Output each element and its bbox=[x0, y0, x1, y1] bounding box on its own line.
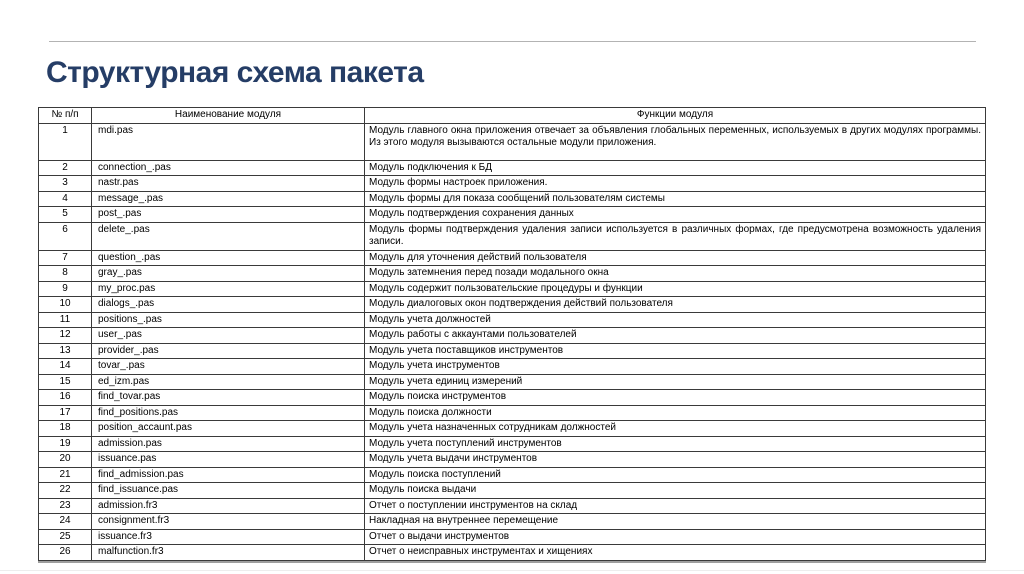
module-function: Модуль работы с аккаунтами пользователей bbox=[365, 328, 986, 344]
module-name: find_admission.pas bbox=[92, 467, 365, 483]
bottom-divider bbox=[0, 570, 1024, 571]
module-name: gray_.pas bbox=[92, 266, 365, 282]
top-divider bbox=[49, 41, 976, 42]
row-number: 16 bbox=[39, 390, 92, 406]
module-function: Модуль формы для показа сообщений пользователям системы bbox=[365, 191, 986, 207]
module-function: Модуль формы подтверждения удаления записи используется в различных формах, где предусмотрена возможность удаления записи. bbox=[365, 222, 986, 250]
table-row bbox=[39, 359, 986, 375]
table-row bbox=[39, 222, 986, 250]
module-name: post_.pas bbox=[92, 207, 365, 223]
row-number: 20 bbox=[39, 452, 92, 468]
table-row bbox=[39, 498, 986, 514]
table-row bbox=[39, 436, 986, 452]
table-row bbox=[39, 191, 986, 207]
table-row bbox=[39, 483, 986, 499]
column-header-function: Функции модуля bbox=[365, 108, 986, 124]
row-number: 3 bbox=[39, 176, 92, 192]
table-row bbox=[39, 123, 986, 160]
module-name: issuance.pas bbox=[92, 452, 365, 468]
module-name: connection_.pas bbox=[92, 160, 365, 176]
row-number: 10 bbox=[39, 297, 92, 313]
table-row bbox=[39, 421, 986, 437]
row-number: 4 bbox=[39, 191, 92, 207]
row-number: 12 bbox=[39, 328, 92, 344]
module-function: Накладная на внутреннее перемещение bbox=[365, 514, 986, 530]
table-row bbox=[39, 297, 986, 313]
module-name: question_.pas bbox=[92, 250, 365, 266]
module-name: find_tovar.pas bbox=[92, 390, 365, 406]
module-function: Модуль учета выдачи инструментов bbox=[365, 452, 986, 468]
row-number: 24 bbox=[39, 514, 92, 530]
module-name: tovar_.pas bbox=[92, 359, 365, 375]
row-number: 15 bbox=[39, 374, 92, 390]
module-function: Модуль поиска должности bbox=[365, 405, 986, 421]
module-table-body bbox=[39, 123, 986, 560]
table-row bbox=[39, 467, 986, 483]
module-name: positions_.pas bbox=[92, 312, 365, 328]
module-function: Отчет о поступлении инструментов на склад bbox=[365, 498, 986, 514]
module-function: Модуль содержит пользовательские процедуры и функции bbox=[365, 281, 986, 297]
table-row bbox=[39, 328, 986, 344]
module-table bbox=[38, 107, 986, 561]
row-number: 13 bbox=[39, 343, 92, 359]
module-function: Модуль учета поступлений инструментов bbox=[365, 436, 986, 452]
module-name: nastr.pas bbox=[92, 176, 365, 192]
module-function: Модуль учета инструментов bbox=[365, 359, 986, 375]
table-row bbox=[39, 281, 986, 297]
module-name: message_.pas bbox=[92, 191, 365, 207]
module-name: admission.pas bbox=[92, 436, 365, 452]
module-name: find_positions.pas bbox=[92, 405, 365, 421]
table-row bbox=[39, 207, 986, 223]
module-name: malfunction.fr3 bbox=[92, 545, 365, 561]
module-function: Модуль для уточнения действий пользователя bbox=[365, 250, 986, 266]
row-number: 18 bbox=[39, 421, 92, 437]
row-number: 11 bbox=[39, 312, 92, 328]
row-number: 23 bbox=[39, 498, 92, 514]
module-function: Модуль поиска поступлений bbox=[365, 467, 986, 483]
module-name: my_proc.pas bbox=[92, 281, 365, 297]
row-number: 19 bbox=[39, 436, 92, 452]
table-row bbox=[39, 176, 986, 192]
module-name: user_.pas bbox=[92, 328, 365, 344]
module-name: consignment.fr3 bbox=[92, 514, 365, 530]
module-function: Модуль учета должностей bbox=[365, 312, 986, 328]
row-number: 8 bbox=[39, 266, 92, 282]
table-row bbox=[39, 250, 986, 266]
module-function: Модуль поиска выдачи bbox=[365, 483, 986, 499]
table-row bbox=[39, 529, 986, 545]
row-number: 9 bbox=[39, 281, 92, 297]
module-name: ed_izm.pas bbox=[92, 374, 365, 390]
module-function: Модуль главного окна приложения отвечает за объявления глобальных переменных, используемых в других модулях программы. Из этого модуля вызываются остальные модули приложения. bbox=[365, 123, 986, 160]
module-function: Отчет о выдачи инструментов bbox=[365, 529, 986, 545]
row-number: 6 bbox=[39, 222, 92, 250]
module-function: Модуль учета единиц измерений bbox=[365, 374, 986, 390]
table-row bbox=[39, 452, 986, 468]
table-row bbox=[39, 160, 986, 176]
module-name: find_issuance.pas bbox=[92, 483, 365, 499]
column-header-name: Наименование модуля bbox=[92, 108, 365, 124]
module-name: dialogs_.pas bbox=[92, 297, 365, 313]
module-function: Модуль затемнения перед позади модального окна bbox=[365, 266, 986, 282]
table-row bbox=[39, 390, 986, 406]
header-row bbox=[39, 108, 986, 124]
row-number: 26 bbox=[39, 545, 92, 561]
table-row bbox=[39, 405, 986, 421]
table-row bbox=[39, 266, 986, 282]
module-function: Модуль формы настроек приложения. bbox=[365, 176, 986, 192]
module-table-header bbox=[39, 108, 986, 124]
row-number: 7 bbox=[39, 250, 92, 266]
module-function: Модуль подтверждения сохранения данных bbox=[365, 207, 986, 223]
table-row bbox=[39, 545, 986, 561]
row-number: 1 bbox=[39, 123, 92, 160]
table-row bbox=[39, 374, 986, 390]
module-function: Модуль подключения к БД bbox=[365, 160, 986, 176]
row-number: 2 bbox=[39, 160, 92, 176]
module-name: position_accaunt.pas bbox=[92, 421, 365, 437]
table-row bbox=[39, 343, 986, 359]
module-function: Модуль поиска инструментов bbox=[365, 390, 986, 406]
row-number: 14 bbox=[39, 359, 92, 375]
row-number: 25 bbox=[39, 529, 92, 545]
module-function: Модуль диалоговых окон подтверждения действий пользователя bbox=[365, 297, 986, 313]
row-number: 21 bbox=[39, 467, 92, 483]
module-name: admission.fr3 bbox=[92, 498, 365, 514]
table-row bbox=[39, 312, 986, 328]
table-row bbox=[39, 514, 986, 530]
row-number: 5 bbox=[39, 207, 92, 223]
row-number: 17 bbox=[39, 405, 92, 421]
page-title: Структурная схема пакета bbox=[46, 56, 424, 89]
module-function: Модуль учета поставщиков инструментов bbox=[365, 343, 986, 359]
module-name: provider_.pas bbox=[92, 343, 365, 359]
module-name: delete_.pas bbox=[92, 222, 365, 250]
module-name: mdi.pas bbox=[92, 123, 365, 160]
column-header-number: № п/п bbox=[39, 108, 92, 124]
module-function: Модуль учета назначенных сотрудникам должностей bbox=[365, 421, 986, 437]
row-number: 22 bbox=[39, 483, 92, 499]
module-name: issuance.fr3 bbox=[92, 529, 365, 545]
module-function: Отчет о неисправных инструментах и хищениях bbox=[365, 545, 986, 561]
